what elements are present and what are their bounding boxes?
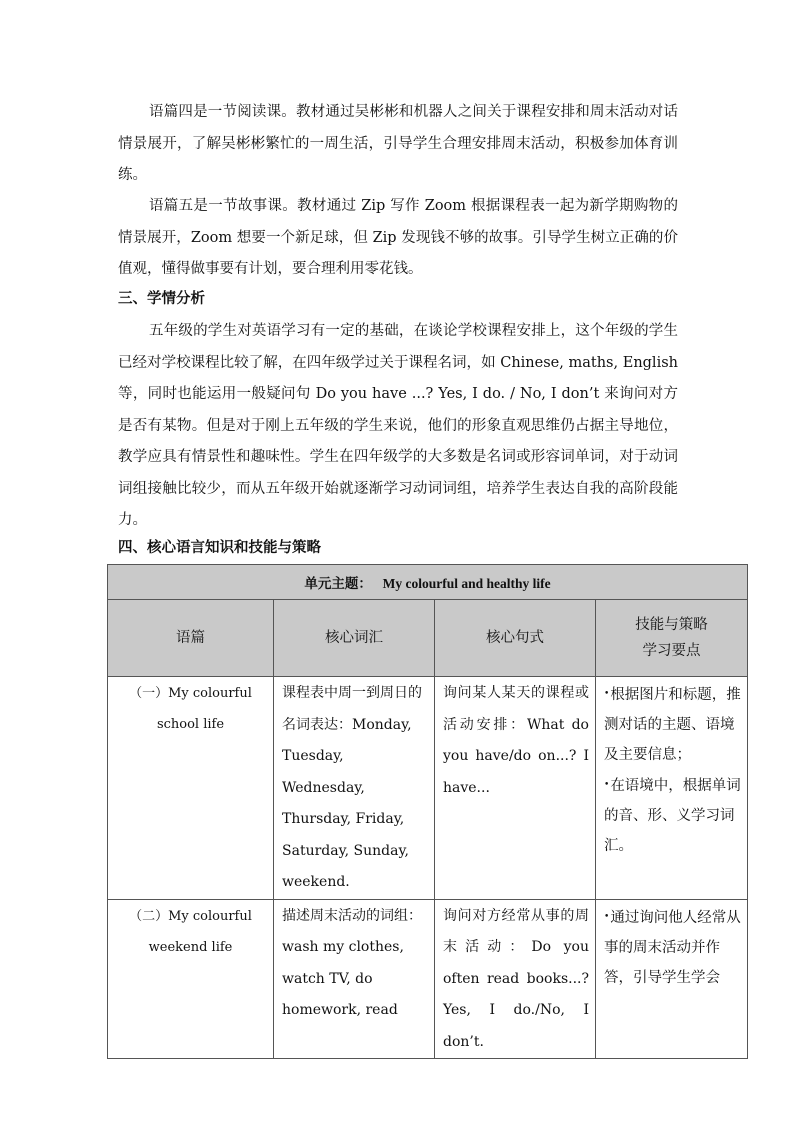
skill-item: [604, 770, 741, 861]
unit-theme-label: 单元主题：: [304, 576, 372, 592]
pattern-text: 询问对方经常从事的周末活动：Do you often read books...? Yes, I do./No, I don’t.: [443, 907, 589, 1050]
header-skills-line1: 技能与策略: [635, 617, 708, 633]
header-skills: [596, 600, 748, 677]
text-title-line2: weekend life: [148, 939, 233, 955]
vocabulary-cell: [274, 677, 435, 900]
text-title-line1: （二）My colourful: [129, 908, 252, 924]
pattern-cell: [435, 677, 596, 900]
pattern-text: 询问某人某天的课程或活动安排：What do you have/do on...? I have...: [443, 685, 589, 796]
text-title-line1: （一）My colourful: [129, 686, 252, 701]
skill-text: 在语境中，根据单词的音、形、义学习词汇。: [604, 778, 741, 854]
text-cell: [108, 899, 274, 1059]
section-heading-learner-analysis: 三、学情分析: [118, 290, 205, 307]
skills-cell: [596, 899, 748, 1059]
skill-text: 通过询问他人经常从事的周末活动并作答，引导学生学会: [604, 909, 741, 986]
pattern-cell: [435, 899, 596, 1059]
table-row: [108, 899, 748, 1059]
text-title-line2: school life: [156, 717, 225, 732]
header-core-pattern: 核心句式: [435, 600, 596, 677]
bullet-icon: •: [604, 689, 610, 699]
vocabulary-text: 课程表中周一到周日的名词表达：Monday, Tuesday, Wednesday, Thursday, Friday, Saturday, Sunday, weekend.: [282, 685, 422, 890]
text-cell: [108, 677, 274, 900]
paragraph-text-four: 语篇四是一节阅读课。教材通过吴彬彬和机器人之间关于课程安排和周末活动对话情景展开，了解吴彬彬繁忙的一周生活，引导学生合理安排周末活动，积极参加体育训练。: [118, 104, 678, 183]
skill-text: 根据图片和标题，推测对话的主题、语境及主要信息；: [604, 687, 741, 763]
skill-item: [604, 902, 741, 993]
vocabulary-text: 描述周末活动的词组：wash my clothes, watch TV, do homework, read: [282, 907, 422, 1018]
section-heading-core-language: 四、核心语言知识和技能与策略: [118, 539, 321, 556]
table-header-row: [108, 600, 748, 677]
header-skills-line2: 学习要点: [642, 643, 701, 659]
table-row: [108, 677, 748, 900]
vocabulary-cell: [274, 899, 435, 1059]
bullet-icon: •: [604, 780, 610, 790]
skill-item: [604, 679, 741, 770]
header-core-vocabulary: 核心词汇: [274, 600, 435, 677]
paragraph-learner-analysis: 五年级的学生对英语学习有一定的基础，在谈论学校课程安排上，这个年级的学生已经对学校课程比较了解，在四年级学过关于课程名词，如 Chinese, maths, English 等，同时也能运用一般疑问句 Do you have ...? Yes, I do. / No, I don’t 来询问对方是否有某物。但是对于刚上五年级的学生来说，他们的形象直观思维仍占据主导地位，教学应具有情景性和趣味性。学生在四年级学的大多数是名词或形容词单词，对于动词词组接触比较少，而从五年级开始就逐渐学习动词词组，培养学生表达自我的高阶段能力。: [118, 323, 678, 528]
unit-theme-cell: [108, 565, 748, 600]
unit-theme-row: [108, 565, 748, 600]
bullet-icon: •: [604, 911, 610, 922]
header-text: 语篇: [108, 600, 274, 677]
paragraph-text-five: 语篇五是一节故事课。教材通过 Zip 写作 Zoom 根据课程表一起为新学期购物的情景展开，Zoom 想要一个新足球，但 Zip 发现钱不够的故事。引导学生树立正确的价值观，懂得做事要有计划，要合理利用零花钱。: [118, 198, 678, 277]
skills-cell: [596, 677, 748, 900]
core-language-table: [107, 564, 748, 1059]
unit-theme-value: My colourful and healthy life: [382, 576, 551, 591]
